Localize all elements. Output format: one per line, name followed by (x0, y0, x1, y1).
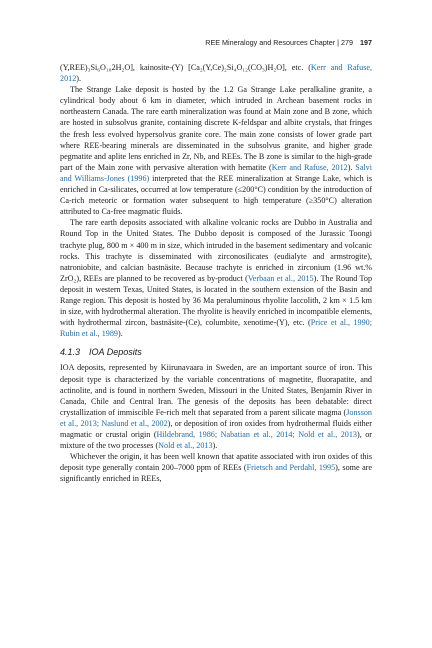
section-heading (60, 347, 372, 358)
text-run: (Y,REE)₃Si₆O₁₈2H₂O], kainosite-(Y) [Ca₂(Y,Ce)₂Si₄O₁₂(CO₃)H₂O], etc. ( (60, 63, 311, 72)
text-run: ). (347, 162, 356, 172)
citation-link[interactable]: Hildebrand, 1986; Nabatian et al., 2014; Nold et al., 2013 (156, 430, 357, 439)
page-number: 197 (360, 38, 372, 47)
citation-link[interactable]: Frietsch and Perdahl, 1995 (246, 463, 336, 473)
text-run: ). (76, 74, 81, 84)
text-run: Whichever the origin, it has been well known that apatite associated with iron oxides of this deposit type generally contain 200–7000 ppm of REEs ( (60, 452, 372, 473)
citation-link[interactable]: Kerr and Rafuse, 2012 (60, 63, 372, 84)
paragraph-apatite (60, 451, 372, 484)
body-text (60, 62, 372, 484)
text-run: ). The Round Top deposit in western Texas, United States, is located in the southern extension of the Basin and Range region. This deposit is hosted by 36 Ma peraluminous rhyolite laccolith, 2 km × 1.5 km in size, with hydrothermal alteration. The rhyolite is heavily enriched in incompatible elements, with hydrothermal zircon, bastnäsite-(Ce), columbite, xenotime-(Y), etc. ( (60, 273, 373, 328)
text-run: ), some are significantly enriched in REEs, (60, 463, 372, 484)
text-run: ), or deposition of iron oxides from hydrothermal fluids either magmatic or crustal origin ( (60, 418, 372, 439)
citation-link[interactable]: Verbaan et al., 2015 (247, 273, 314, 283)
paragraph-continued (60, 62, 372, 84)
text-run: ). (118, 329, 123, 339)
citation-link[interactable]: Jonsson et al., 2013; Naslund et al., 2002 (60, 407, 372, 428)
paragraph-ioa (60, 362, 372, 451)
running-head (205, 38, 372, 47)
running-head-chapter: Chapter | 279 (309, 38, 353, 47)
text-run: ), or mixture of the two processes ( (60, 430, 372, 451)
running-head-title: REE Mineralogy and Resources (205, 38, 308, 47)
citation-link[interactable]: Kerr and Rafuse, 2012 (271, 162, 348, 172)
text-run: interpreted that the REE mineralization at Strange Lake, which is enriched in Ca-silicates, occurred at low temperature (≤200°C) condition by the introduction of Ca-rich meteoric or formation water subsequent to high temperature (≥350°C) alteration attributed to Ca-free magmatic fluids. (60, 173, 372, 217)
section-title: IOA Deposits (89, 347, 142, 358)
citation-link[interactable]: Salvi and Williams-Jones (1996) (60, 162, 372, 183)
text-run: The rare earth deposits associated with alkaline volcanic rocks are Dubbo in Australia and Round Top in the United States. The Dubbo deposit is composed of the Jurassic Toongi trachyte plug, 800 m × 400 m in size, which intruded in the basement sedimentary and volcanic rocks. This trachyte is disseminated with zirconosilicates (eudialyte and armstrogite), natroniobite, and calcian bastnäsite. Because trachyte is enriched in zirconium (1.96 wt.% ZrO₂), REEs are planned to be recovered as by-product ( (60, 218, 372, 283)
text-run: IOA deposits, represented by Kiirunavaara in Sweden, are an important source of iron. This deposit type is characterized by the variable concentrations of magnetite, fluorapatite, and actinolite, and is found in northern Sweden, Missouri in the United States, Benjamin River in Canada, Chile and Central Iran. The genesis of the deposits has been debatable: direct crystallization of immiscible Fe-rich melt that separated from a parent silicate magma ( (60, 363, 372, 417)
paragraph-strange-lake (60, 84, 372, 217)
citation-link[interactable]: Nold et al., 2013 (158, 441, 213, 451)
paragraph-dubbo-round-top (60, 217, 372, 339)
citation-link[interactable]: Price et al., 1990; Rubin et al., 1989 (60, 318, 372, 339)
text-run: ). (212, 441, 218, 451)
text-run: The Strange Lake deposit is hosted by the 1.2 Ga Strange Lake peralkaline granite, a cylindrical body about 6 km in diameter, which intruded in Archean basement rocks in northeastern Canada. The rare earth mineralization was found at Main zone and B zone, which are hosted in subsolvus granite, containing discrete K-feldspar and albite crystals, that fringes the fresh less evolved hypersolvus granite core. The main zone consists of lower grade part where REE-bearing minerals are disseminated in the subsolvus granite, and higher grade pegmatite and aplite lens enriched in Zr, Nb, and REEs. The B zone is similar to the high-grade part of the Main zone with pervasive alteration with hematite ( (60, 85, 372, 172)
section-number: 4.1.3 (60, 347, 81, 358)
